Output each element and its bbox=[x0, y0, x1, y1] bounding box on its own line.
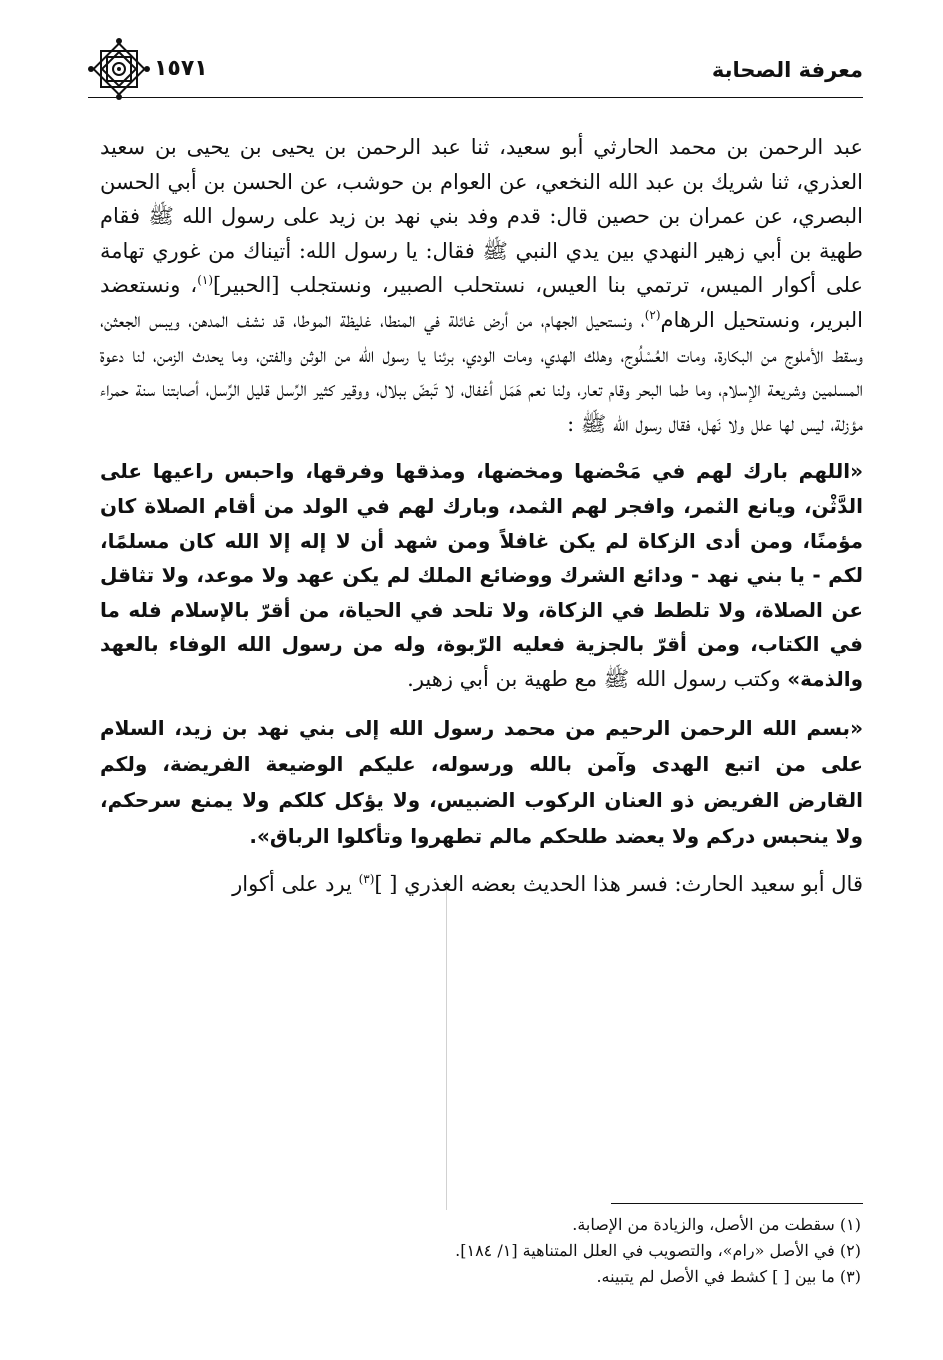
footnotes bbox=[300, 1212, 861, 1290]
prophet-supplication-paragraph bbox=[100, 454, 863, 696]
narration-paragraph bbox=[100, 867, 863, 902]
narration-text: ، ونستعضد البرير، ونستحيل الرهام bbox=[100, 273, 863, 332]
footnote-3: (٣) ما بين [ ] كشط في الأصل لم يتبينه. bbox=[596, 1267, 861, 1286]
footnote-ref-1: (١) bbox=[197, 273, 214, 288]
footnote-divider bbox=[611, 1203, 863, 1204]
page-fold-line bbox=[446, 880, 447, 1210]
page-header bbox=[88, 52, 863, 92]
header-divider bbox=[88, 97, 863, 98]
footnote-ref-2: (٢) bbox=[644, 307, 661, 322]
narration-text: يرد على أكوار bbox=[232, 871, 359, 896]
main-text bbox=[100, 130, 863, 901]
footnote-1: (١) سقطت من الأصل، والزيادة من الإصابة. bbox=[572, 1215, 861, 1234]
supplication-text: «اللهم بارك لهم في مَحْضها ومخضها، ومذقها وفرقها، واحبس راعيها على الدَّثْن، ويانع الثمر، وافجر لهم الثمد، وبارك لهم في الولد من أقام الصلاة كان مؤمنًا، ومن أدى الزكاة لم يكن غافلاً ومن شهد أن لا إله إلا الله كان مسلمًا، لكم - يا بني نهد - ودائع الشرك ووضائع الملك لم يكن عهد ولا موعد، ولا تثاقل عن الصلاة، ولا تلطط في الزكاة، ولا تلحد في الحياة، من أقرّ بالإسلام فله ما في الكتاب، ومن أقرّ بالجزية فعليه الرّبوة، وله من رسول الله الوفاء بالعهد والذمة» bbox=[100, 459, 863, 691]
footnote-2: (٢) في الأصل «رام»، والتصويب في العلل المتناهية [١/ ١٨٤]. bbox=[455, 1241, 861, 1260]
footnote-ref-3: (٣) bbox=[358, 871, 375, 886]
letter-paragraph: «بسم الله الرحمن الرحيم من محمد رسول الله إلى بني نهد بن زيد، السلام على من اتبع الهدى وآمن بالله ورسوله، عليكم الوضيعة الفريضة، ولكم القارض الفريض ذو العنان الركوب الضبيس، ولا يؤكل كلكم ولا يمنع سرحكم، ولا ينحبس دركم ولا يعضد طلحكم مالم تطهروا وتأكلوا الرباق». bbox=[100, 715, 863, 848]
page-number: ١٥٧١ bbox=[154, 56, 208, 81]
book-title: معرفة الصحابة bbox=[711, 58, 863, 82]
islamic-star-ornament-icon bbox=[88, 38, 150, 100]
narration-text: عبد الرحمن بن محمد الحارثي أبو سعيد، ثنا عبد الرحمن بن يحيى بن يحيى بن سعيد العذري، ثنا شريك بن عبد الله النخعي، عن العوام بن حوشب، عن الحسن بن أبي الحسن البصري، عن عمران بن حصين قال: قدم وفد بني نهد بن زيد على رسول الله ﷺ فقام طهية بن أبي زهير النهدي بين يدي النبي ﷺ فقال: يا رسول الله: أتيناك من غوري تهامة على أكوار الميس، ترتمي بنا العيس، نستحلب الصبير، ونستجلب [الحبير] bbox=[100, 135, 863, 298]
narration-text: ، ونستحيل الجهام، من أرض غائلة في المنطا، غليظة الموطا، قد نشف المدهن، ويبس الجعثن، وسقط الأملوج من البكارة، ومات العُسْلُوج، وهلك الهدي، ومات الودي، برئنا يا رسول الله من الوثن والفتن، وما يحدث الزمن، لنا دعوة المسلمين وشريعة الإسلام، وما طما البحر وقام تعار، ولنا نعم هَمَل أغفال، لا تَبضّ ببلال، ووقير كثير الرِّسل قليل الرِّسل، أصابتنا سنة حمراء مؤزلة، ليس لها علل ولا نَهل، فقال رسول الله ﷺ : bbox=[100, 307, 863, 436]
narration-text: قال أبو سعيد الحارث: فسر هذا الحديث بعضه العذري [ ] bbox=[374, 871, 863, 896]
narration-paragraph bbox=[100, 130, 863, 441]
narration-text: وكتب رسول الله ﷺ مع طهية بن أبي زهير. bbox=[407, 666, 788, 691]
